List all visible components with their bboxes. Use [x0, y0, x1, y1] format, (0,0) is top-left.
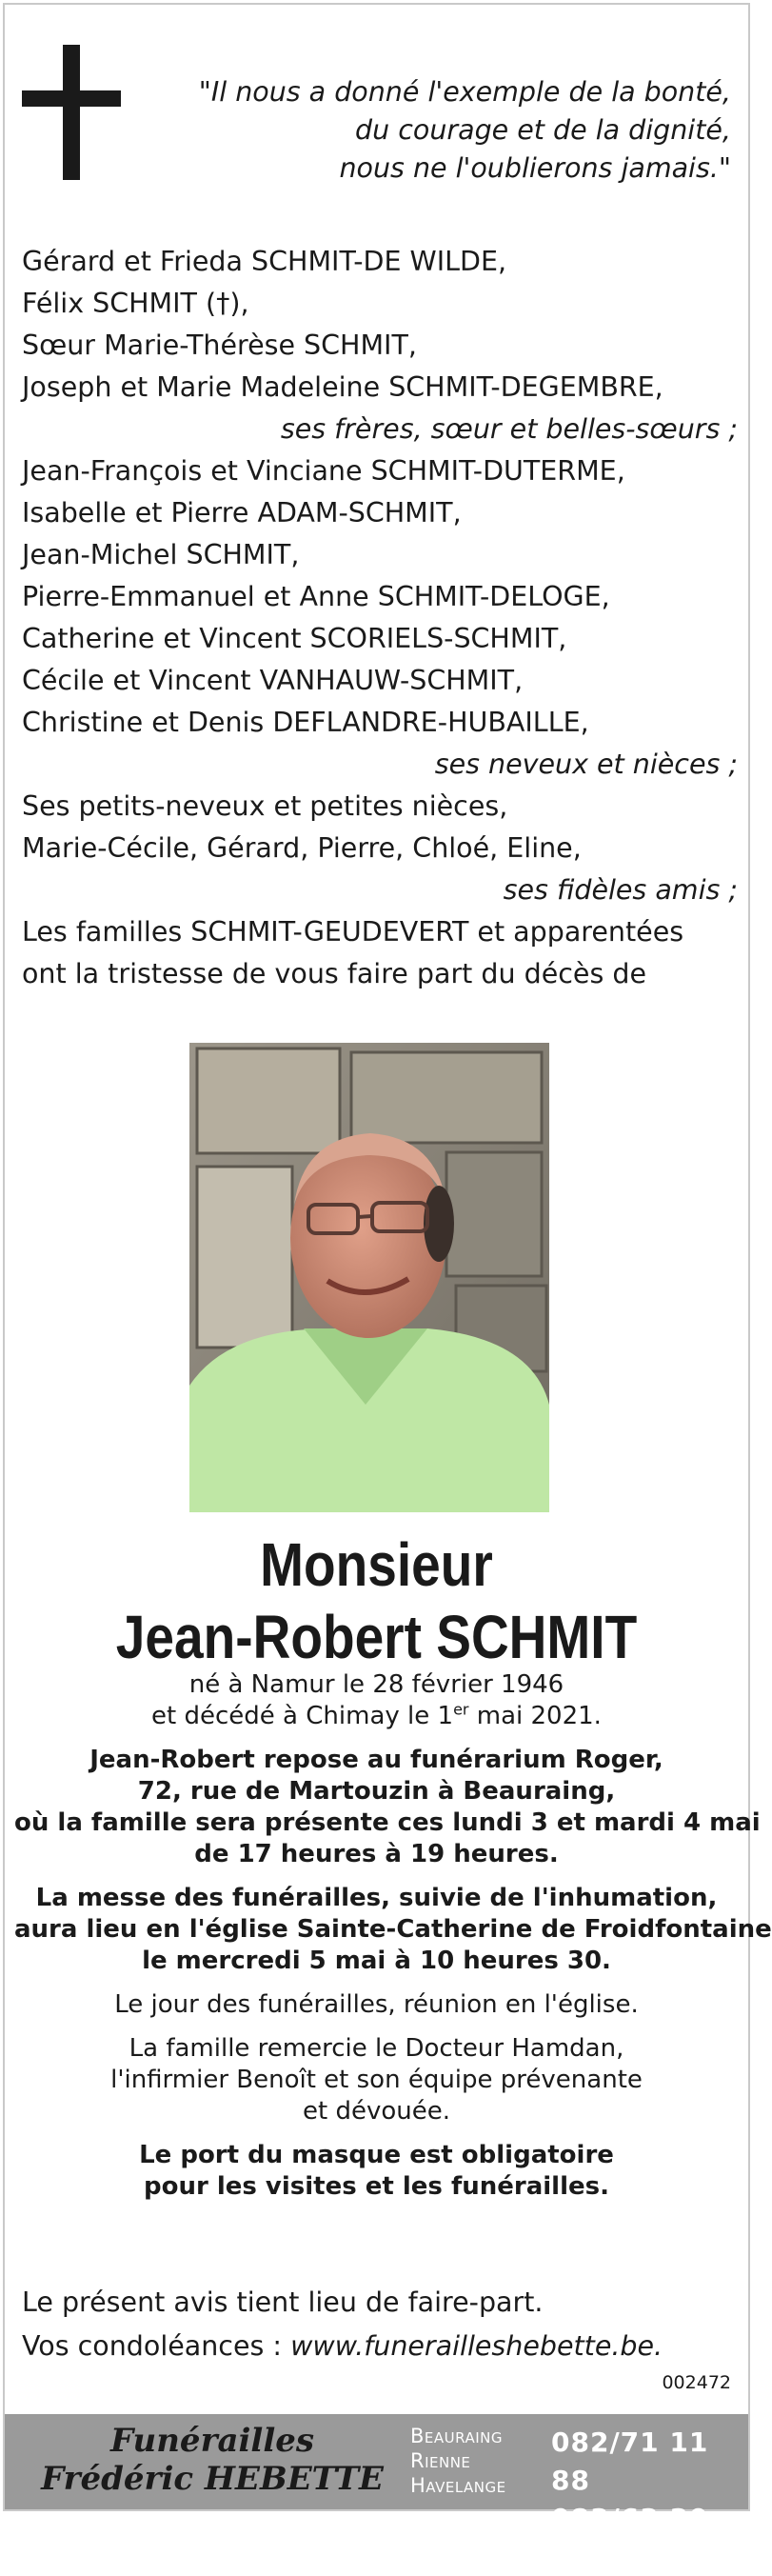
brand-line: Frédéric HEBETTE	[41, 2460, 384, 2498]
rest-line: 72, rue de Martouzin à Beauraing,	[137, 1777, 616, 1806]
rest-line: de 17 heures à 19 heures.	[194, 1840, 559, 1868]
location-item: Havelange	[410, 2474, 506, 2497]
rest-line: Jean-Robert repose au funérarium Roger,	[89, 1746, 663, 1774]
family-member-line: Jean-François et Vinciane SCHMIT-DUTERME,	[22, 455, 625, 487]
memorial-quote	[198, 73, 731, 188]
portrait-photo	[189, 1043, 549, 1512]
funeral-home-logo	[22, 2422, 403, 2498]
reunion-line: Le jour des funérailles, réunion en l'église.	[114, 1990, 639, 2019]
quote-line: nous ne l'oublierons jamais."	[339, 152, 731, 184]
ordinal-suffix: er	[453, 1700, 469, 1719]
mask-line: Le port du masque est obligatoire	[139, 2141, 614, 2169]
family-member-line: Marie-Cécile, Gérard, Pierre, Chloé, Eline,	[22, 832, 582, 864]
deceased-fullname: Jean-Robert SCHMIT	[115, 1603, 638, 1671]
thanks-line: La famille remercie le Docteur Hamdan,	[129, 2034, 624, 2063]
notice-footer	[22, 2281, 738, 2368]
family-member-line: Ses petits-neveux et petites nièces,	[22, 790, 508, 822]
quote-line: du courage et de la dignité,	[355, 114, 731, 146]
thanks-line: l'infirmier Benoît et son équipe prévenante	[110, 2066, 643, 2094]
deceased-name	[57, 1528, 697, 1673]
mass-line: La messe des funérailles, suivie de l'inhumation,	[35, 1884, 718, 1912]
phone-list	[551, 2424, 748, 2576]
family-member-line: Christine et Denis DEFLANDRE-HUBAILLE,	[22, 707, 589, 738]
death-notice	[3, 3, 772, 2572]
birth-line: né à Namur le 28 février 1946	[188, 1670, 564, 1699]
death-line-text: et décédé à Chimay le 1	[151, 1702, 454, 1730]
family-member-line: Les familles SCHMIT-GEUDEVERT et apparentées	[22, 916, 684, 948]
deceased-title: Monsieur	[260, 1530, 493, 1599]
phone-number[interactable]: 082/71 11 88	[551, 2426, 709, 2496]
family-member-line: Gérard et Frieda SCHMIT-DE WILDE,	[22, 246, 507, 277]
rest-line: où la famille sera présente ces lundi 3 et mardi 4 mai	[14, 1808, 761, 1837]
relationship-label: ses frères, sœur et belles-sœurs ;	[280, 413, 738, 445]
notice-statement: Le présent avis tient lieu de faire-part.	[22, 2286, 544, 2318]
reference-number: 002472	[662, 2372, 731, 2393]
notice-details	[14, 1669, 772, 2203]
mass-line: aura lieu en l'église Sainte-Catherine de Froidfontaine	[14, 1915, 772, 1944]
family-member-line: Isabelle et Pierre ADAM-SCHMIT,	[22, 497, 462, 529]
family-member-line: Cécile et Vincent VANHAUW-SCHMIT,	[22, 665, 524, 696]
quote-line: "Il nous a donné l'exemple de la bonté,	[198, 76, 731, 108]
family-list	[22, 241, 738, 995]
funeral-home-banner	[5, 2414, 748, 2572]
family-member-line: Joseph et Marie Madeleine SCHMIT-DEGEMBRE,	[22, 371, 663, 403]
family-member-line: Pierre-Emmanuel et Anne SCHMIT-DELOGE,	[22, 581, 610, 612]
location-list	[410, 2424, 506, 2498]
family-member-line: Catherine et Vincent SCORIELS-SCHMIT,	[22, 623, 567, 654]
family-member-line: Jean-Michel SCHMIT,	[22, 539, 300, 570]
mass-line: le mercredi 5 mai à 10 heures 30.	[142, 1947, 611, 1975]
family-member-line: Félix SCHMIT (†),	[22, 288, 249, 319]
condolences-link[interactable]: www.funerailleshebette.be.	[290, 2330, 663, 2362]
phone-number[interactable]: 083/63 30 52	[551, 2503, 709, 2572]
family-member-line: Sœur Marie-Thérèse SCHMIT,	[22, 329, 417, 361]
condolences-label: Vos condoléances :	[22, 2330, 291, 2362]
location-item: Beauraing	[410, 2425, 503, 2447]
condolences-line	[22, 2325, 738, 2368]
brand-line: Funérailles	[109, 2422, 315, 2460]
relationship-label: ses fidèles amis ;	[503, 874, 738, 906]
relationship-label: ses neveux et nièces ;	[434, 749, 738, 780]
mask-line: pour les visites et les funérailles.	[143, 2172, 609, 2201]
cross-icon	[22, 45, 121, 180]
death-line	[14, 1701, 739, 1732]
thanks-line: et dévouée.	[303, 2097, 450, 2126]
family-member-line: ont la tristesse de vous faire part du décès de	[22, 958, 646, 989]
location-item: Rienne	[410, 2449, 471, 2472]
death-line-end: mai 2021.	[468, 1702, 602, 1730]
